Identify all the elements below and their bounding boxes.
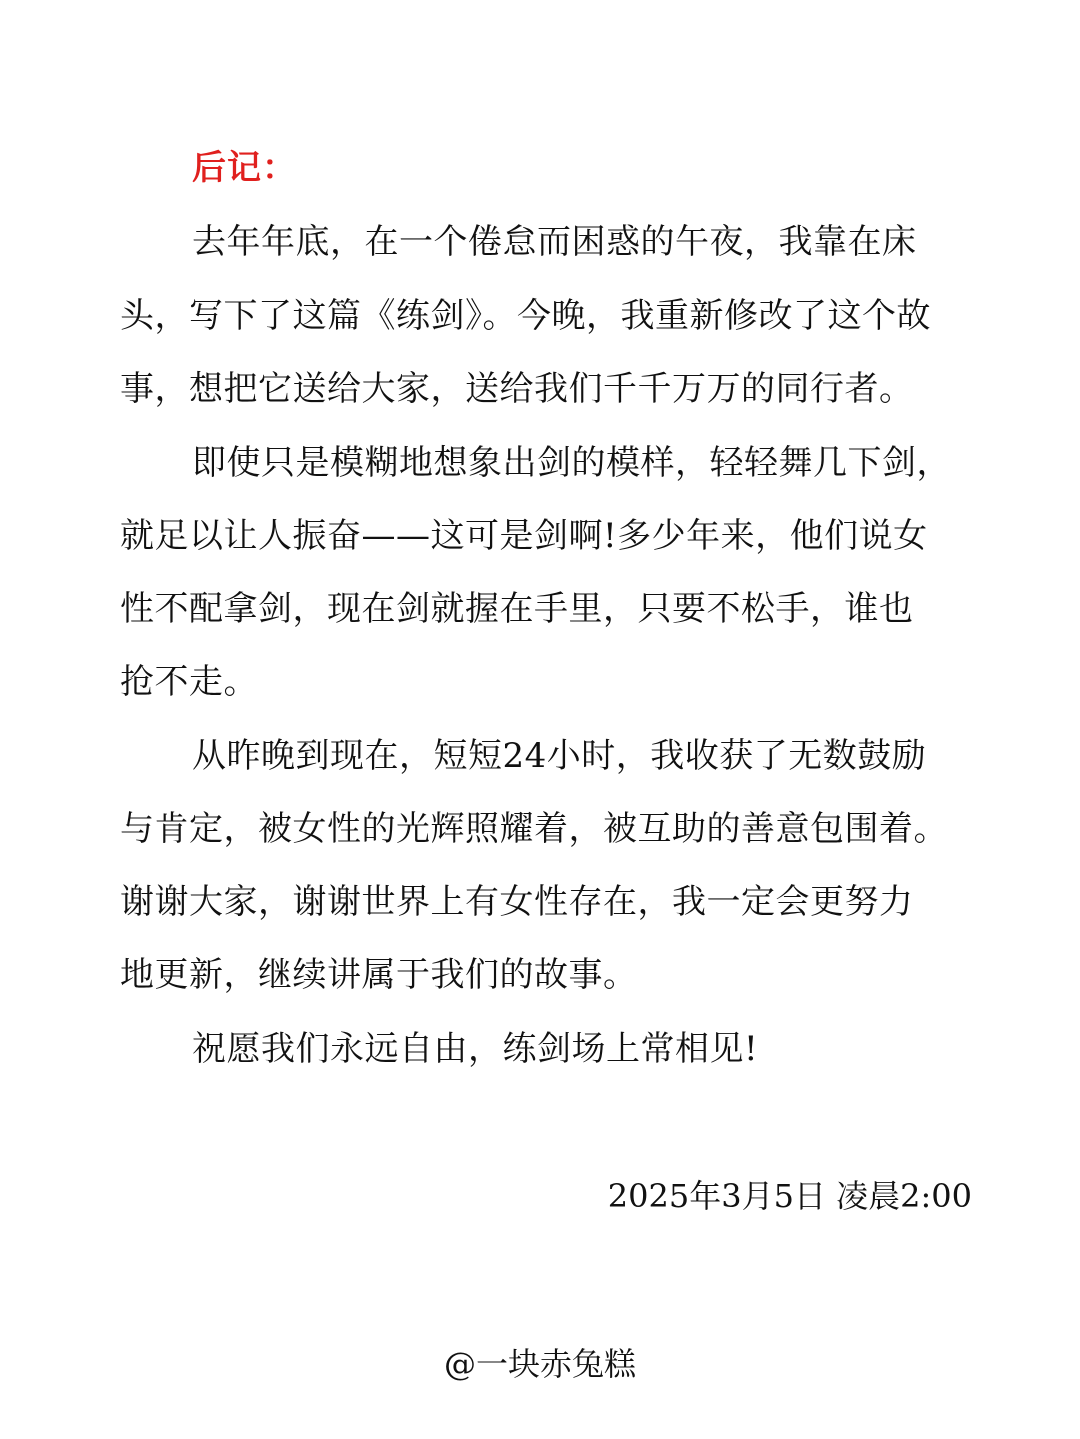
author-handle: @一块赤兔糕 [443,1345,636,1383]
paragraph-line: 谢谢大家，谢谢世界上有女性存在，我一定会更努力 [120,882,914,922]
paragraph-line: 事，想把它送给大家，送给我们千千万万的同行者。 [120,369,914,409]
date-signature: 2025年3月5日 凌晨2:00 [607,1177,972,1215]
paragraph-line: 祝愿我们永远自由，练剑场上常相见! [192,1029,759,1069]
paragraph-line: 地更新，继续讲属于我们的故事。 [120,955,638,995]
paragraph-line: 性不配拿剑，现在剑就握在手里，只要不松手，谁也 [120,589,914,629]
afterword-heading: 后记： [192,148,297,188]
paragraph-line: 就足以让人振奋——这可是剑啊!多少年来，他们说女 [120,516,928,556]
paragraph-line: 即使只是模糊地想象出剑的模样，轻轻舞几下剑， [192,443,951,483]
paragraph-line: 头，写下了这篇《练剑》。今晚，我重新修改了这个故 [120,296,931,336]
paragraph-line: 去年年底，在一个倦怠而困惑的午夜，我靠在床 [192,222,917,262]
paragraph-line: 从昨晚到现在，短短24小时，我收获了无数鼓励 [192,736,927,776]
paragraph-line: 抢不走。 [120,662,258,702]
paragraph-line: 与肯定，被女性的光辉照耀着，被互助的善意包围着。 [120,809,948,849]
